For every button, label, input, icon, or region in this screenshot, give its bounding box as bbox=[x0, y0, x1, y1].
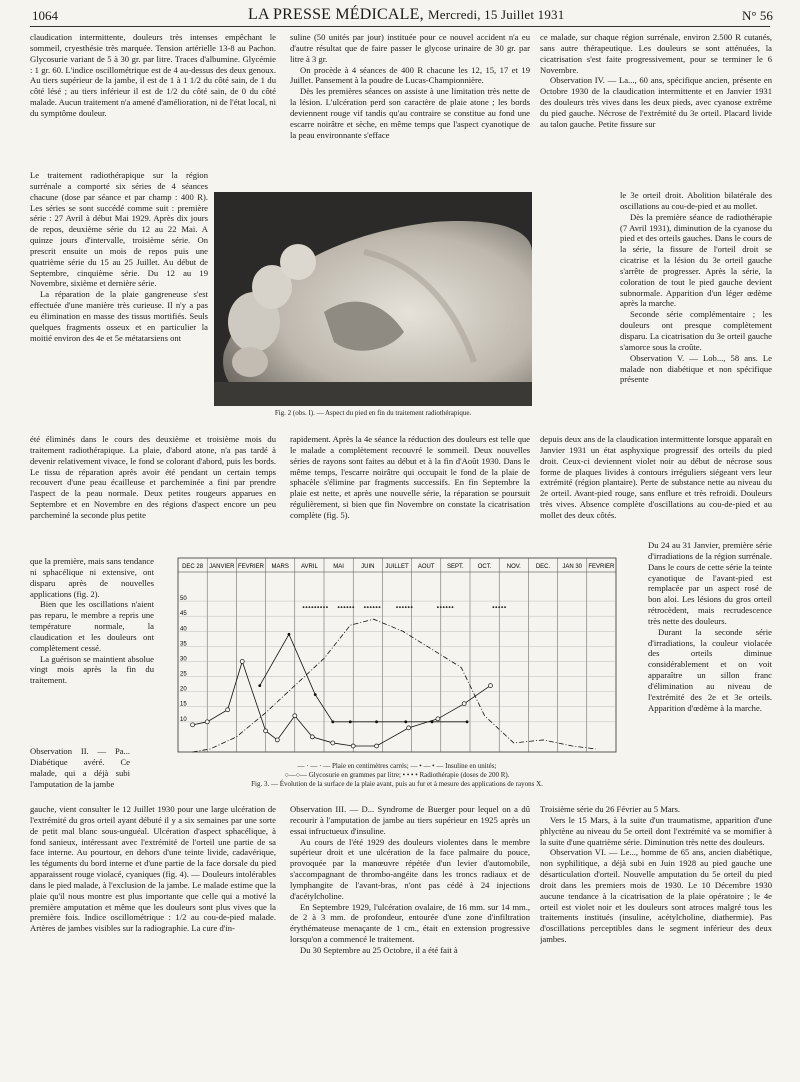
month-label: JUILLET bbox=[385, 564, 409, 570]
y-tick-label: 40 bbox=[180, 626, 187, 633]
figure-3-caption: Fig. 3. — Évolution de la surface de la plaie avant, puis au fur et à mesure des applications de rayons X. bbox=[251, 780, 543, 788]
paragraph: Vers le 15 Mars, à la suite d'un traumatisme, apparition d'une phlyctène au niveau du 5e orteil dont l'extrémité va se momifier à la suite d'une quatrième série. Diminution très nette des douleurs. bbox=[540, 814, 772, 847]
radiotherapy-dose-dot bbox=[367, 606, 369, 608]
month-label: DEC 28 bbox=[182, 564, 204, 570]
glycosurie-point bbox=[462, 702, 466, 706]
radiotherapy-dose-dot bbox=[498, 606, 500, 608]
journal-name: LA PRESSE MÉDICALE, bbox=[248, 6, 424, 23]
month-label: JANVIER bbox=[209, 564, 235, 570]
paragraph: Observation V. — Lob..., 58 ans. Le malade non diabétique et non spécifique présente bbox=[620, 352, 772, 385]
radiotherapy-dose-dot bbox=[311, 606, 313, 608]
radiotherapy-dose-dot bbox=[306, 606, 308, 608]
radiotherapy-dose-dot bbox=[440, 606, 442, 608]
month-label: AOUT bbox=[417, 564, 435, 570]
paragraph: On procède à 4 séances de 400 R chacune les 12, 15, 17 et 19 Juillet. Pansement à la poudre de Lucas-Championnière. bbox=[290, 64, 530, 86]
col1-chart-side bbox=[30, 556, 154, 742]
paragraph: Observation IV. — La..., 60 ans, spécifique ancien, présente en Octobre 1930 de la claudication intermittente et en Janvier 1931 des douleurs très vives dans les deux pieds, avec cyanose extrême du pied gauche. Nécrose de l'extrémité du 3e orteil. Placard livide au talon gauche. Petite fissure sur bbox=[540, 75, 772, 129]
radiotherapy-dose-dot bbox=[452, 606, 454, 608]
month-label: AVRIL bbox=[300, 564, 318, 570]
paragraph: depuis deux ans de la claudication intermittente lorsque apparaît en Janvier 1931 un état asphyxique progressif des orteils du pied droit. Ceux-ci deviennent violet noir au début de nécrose sous forme de plaques livides à contours irréguliers siégeant vers leur extrémité (région plantaire). Perte de substance nette au niveau du 2e orteil. Avant-pied rouge, sans enflure et très refroidi. Douleurs très vives. Absence complète d'oscillations au cou-de-pied et au mollet des deux côtés. bbox=[540, 434, 772, 520]
paragraph: La guérison se maintient absolue vingt mois après la fin du traitement. bbox=[30, 653, 154, 686]
glycosurie-point bbox=[310, 735, 314, 739]
header-rule bbox=[30, 26, 770, 27]
radiotherapy-dose-dot bbox=[338, 606, 340, 608]
insuline-point bbox=[349, 720, 352, 723]
col3-chart-side bbox=[648, 540, 772, 800]
col2-top bbox=[290, 32, 530, 188]
paragraph: Le traitement radiothérapique sur la région surrénale a comporté six séries de 4 séances chacune (dose par séance et par champ : 400 R). Les séries se sont succédé comme suit : première série : 27 Avril à début Mai 1929. Après dix jours de repos, deuxième série du 12 au 22 Mai. A quinze jours d'intervalle, troisième série. On prescrit ensuite un mois de repos puis une quatrième série du 15 au 25 Juillet. Au début de Septembre, cinquième série. Du 12 au 19 Novembre, sixième et dernière série. bbox=[30, 170, 208, 289]
month-label: JUIN bbox=[361, 564, 375, 570]
month-label: NOV. bbox=[506, 564, 521, 570]
evolution-chart-svg bbox=[172, 556, 622, 764]
paragraph: le 3e orteil droit. Abolition bilatérale des oscillations au cou-de-pied et au mollet. bbox=[620, 190, 772, 211]
radiotherapy-dose-dot bbox=[373, 606, 375, 608]
col3-top bbox=[540, 32, 772, 188]
paragraph: Dès les premières séances on assiste à une limitation très nette de la lésion. L'ulcération perd son caractère de plaie atone ; les bords deviennent rouge vif tandis qu'au contraire se constitue au fond une escarre noirâtre et sèche, en même temps que l'aspect cyanotique de la peau environnante s'efface bbox=[290, 86, 530, 140]
radiotherapy-dose-dot bbox=[326, 606, 328, 608]
glycosurie-point bbox=[436, 717, 440, 721]
radiotherapy-dose-dot bbox=[376, 606, 378, 608]
glycosurie-point bbox=[293, 714, 297, 718]
paragraph: La réparation de la plaie gangreneuse s'est effectuée d'une manière très curieuse. Il n'y a pas eu élimination en masse des tissus mortifiés. Seuls quelques fragments osseux et en particulier la moitié environ des 4e et 5e métatarsiens ont bbox=[30, 289, 208, 343]
col2-bottom bbox=[290, 804, 530, 1066]
paragraph: Du 24 au 31 Janvier, première série d'irradiations de la région surrénale. Dans le cours de cette série la teinte cyanotique de l'avant-pied est remplacée par un aspect rosé de bon aloi. Les lésions du gros orteil rétrocèdent, mais recrudescence très nette des douleurs. bbox=[648, 540, 772, 626]
radiotherapy-dose-dot bbox=[309, 606, 311, 608]
month-label: OCT. bbox=[477, 564, 492, 570]
paragraph: Seconde série complémentaire ; les douleurs ont presque complètement disparu. La cicatrisation du 3e orteil gauche s'amorce sous la croûte. bbox=[620, 309, 772, 352]
paragraph: Dès la première séance de radiothérapie (7 Avril 1931), diminution de la cyanose du pied et des orteils gauches. Dans le cours de la série, la fissure de l'orteil droit se cicatrise et la lésion du 3e orteil gauche s'arrête de progresser. Après la série, la coloration de tout le pied gauche devient subnormale. Apparition d'un léger œdème après la marche. bbox=[620, 211, 772, 309]
paragraph: rapidement. Après la 4e séance la réduction des douleurs est telle que le malade a complètement recouvré le sommeil. Deux nouvelles séries de rayons sont faites au début et à la fin d'Août 1930. Dans le même temps, l'escarre noirâtre qui occupait le fond de la plaie de sphacèle s'élimine par fragments successifs. En fin Septembre la plaie est nette, et après une nouvelle série, la réparation se poursuit régulièrement, si bien que fin Novembre on constate la cicatrisation complète (fig. 5). bbox=[290, 434, 530, 520]
series-line-0 bbox=[193, 619, 596, 752]
figure-3-legend bbox=[172, 762, 622, 789]
paragraph: que la première, mais sans tendance ni sphacélique ni extensive, ont disparu après de nouvelles applications (fig. 2). bbox=[30, 556, 154, 599]
month-label: MARS bbox=[271, 564, 289, 570]
radiotherapy-dose-dot bbox=[504, 606, 506, 608]
series-line-1 bbox=[260, 634, 467, 722]
radiotherapy-dose-dot bbox=[446, 606, 448, 608]
y-tick-label: 10 bbox=[180, 716, 187, 723]
y-tick-label: 25 bbox=[180, 671, 187, 678]
chart-frame bbox=[178, 558, 616, 752]
paragraph: Observation II. — Pa... Diabétique avéré. Ce malade, qui a déjà subi l'amputation de la jambe bbox=[30, 746, 130, 789]
col1-bottom bbox=[30, 804, 276, 1068]
paragraph: claudication intermittente, douleurs très intenses empêchant le sommeil, cryesthésie très marquée. Tension artérielle 13-8 au Pachon. Glycosurie variant de 5 à 30 gr. par litre. Traces d'albumine. Glycémie : 1 gr. 60. L'indice oscillométrique est de 4 au-dessus des deux genoux. Au tiers supérieur de la jambe, il est de 1 à 1 1/2 du côté sain, de 1 du côté lésé ; au tiers inférieur il est de 1/2 du côté sain, de 0 du côté malade. Aucun traitement n'a amené d'amélioration, ni de l'état local, ni du symptôme douleur. bbox=[30, 32, 276, 118]
radiotherapy-dose-dot bbox=[405, 606, 407, 608]
issue-number: N° 56 bbox=[742, 8, 773, 23]
figure-3-chart bbox=[172, 556, 622, 764]
glycosurie-point bbox=[226, 708, 230, 712]
paragraph: Durant la seconde série d'irradiations, la couleur violacée des orteils diminue considérablement et on voit apparaître un sillon franc d'élimination au niveau de l'extrémité des 2e et 3e orteils. Apparition d'œdème à la marche. bbox=[648, 626, 772, 713]
glycosurie-point bbox=[331, 741, 335, 745]
y-tick-label: 45 bbox=[180, 611, 187, 618]
radiotherapy-dose-dot bbox=[364, 606, 366, 608]
page-header bbox=[0, 0, 800, 22]
paragraph: suline (50 unités par jour) instituée pour ce nouvel accident n'a eu d'autre résultat que de faire passer le glycose urinaire de 30 gr. par litre à 3 gr. bbox=[290, 32, 530, 64]
col1-wide bbox=[30, 434, 276, 554]
insuline-point bbox=[288, 633, 291, 636]
radiotherapy-dose-dot bbox=[303, 606, 305, 608]
radiotherapy-dose-dot bbox=[346, 606, 348, 608]
glycosurie-point bbox=[407, 726, 411, 730]
radiotherapy-dose-dot bbox=[370, 606, 372, 608]
insuline-point bbox=[375, 720, 378, 723]
col3-bottom bbox=[540, 804, 772, 1066]
radiotherapy-dose-dot bbox=[323, 606, 325, 608]
y-tick-label: 30 bbox=[180, 656, 187, 663]
insuline-point bbox=[404, 720, 407, 723]
month-label: SEPT. bbox=[447, 564, 464, 570]
glycosurie-point bbox=[375, 744, 379, 748]
month-label: FEVRIER bbox=[237, 564, 265, 570]
glycosurie-point bbox=[205, 720, 209, 724]
radiotherapy-dose-dot bbox=[495, 606, 497, 608]
month-label: MAI bbox=[333, 564, 344, 570]
glycosurie-point bbox=[275, 738, 279, 742]
radiotherapy-dose-dot bbox=[314, 606, 316, 608]
paragraph: Bien que les oscillations n'aient pas reparu, le membre a repris une température normale, la claudication et les douleurs ont complètement cessé. bbox=[30, 599, 154, 653]
paragraph: Au cours de l'été 1929 des douleurs violentes dans le membre supérieur droit et une ulcération de la face palmaire du pouce, provoquée par la manœuvre répétée d'un levier d'automobile, s'accompagnant de thrombo-angéite dans les troncs radiaux et de lymphangite de l'avant-bras, n'ont pas cédé à 24 injections d'acétylcholine. bbox=[290, 836, 530, 901]
paragraph: Observation III. — D... Syndrome de Buerger pour lequel on a dû recourir à l'amputation de jambe au tiers supérieur en 1925 après un essai infructueux d'insuline. bbox=[290, 804, 530, 836]
insuline-point bbox=[314, 693, 317, 696]
radiotherapy-dose-dot bbox=[399, 606, 401, 608]
radiotherapy-dose-dot bbox=[379, 606, 381, 608]
figure-2-caption: Fig. 2 (obs. I). — Aspect du pied en fin du traitement radiothérapique. bbox=[274, 409, 472, 417]
radiotherapy-dose-dot bbox=[492, 606, 494, 608]
glycosurie-point bbox=[264, 729, 268, 733]
radiotherapy-dose-dot bbox=[402, 606, 404, 608]
insuline-point bbox=[466, 720, 469, 723]
col2-mid bbox=[290, 434, 530, 554]
radiotherapy-dose-dot bbox=[349, 606, 351, 608]
journal-title bbox=[248, 6, 564, 24]
legend-line-1: — · — · — Plaie en centimètres carrés; — • — • — Insuline en unités; bbox=[297, 762, 497, 770]
col1-obs2 bbox=[30, 746, 130, 802]
paragraph: ce malade, sur chaque région surrénale, environ 2.500 R cutanés, sans autre thérapeutique. Les douleurs se sont atténuées, la cicatrisation s'est faite progressivement, pour se terminer le 6 Novembre. bbox=[540, 32, 772, 75]
issue-date: Mercredi, 15 Juillet 1931 bbox=[428, 7, 565, 22]
paragraph: Troisième série du 26 Février au 5 Mars. bbox=[540, 804, 681, 814]
month-label: DEC. bbox=[535, 564, 551, 570]
y-tick-label: 50 bbox=[180, 596, 187, 603]
glycosurie-point bbox=[240, 659, 244, 663]
page-number: 1064 bbox=[32, 8, 58, 23]
radiotherapy-dose-dot bbox=[408, 606, 410, 608]
paragraph: En Septembre 1929, l'ulcération ovalaire, de 16 mm. sur 14 mm., de 2 à 3 mm. de profondeur, entourée d'une zone d'infiltration érythémateuse menaçante de 1 cm., était en extension progressive lorsqu'on a commencé le traitement. bbox=[290, 901, 530, 945]
radiotherapy-dose-dot bbox=[501, 606, 503, 608]
foot-photo-image bbox=[214, 192, 532, 406]
paragraph: gauche, vient consulter le 12 Juillet 1930 pour une large ulcération de l'extrémité du gros orteil ayant débuté il y a six semaines par une sorte de petit mal blanc sous-unguéal. Ulcération d'aspect sphacélique, à fond sanieux, intéressant avec l'extrémité de l'orteil une partie de sa face interne. Au pourtour, en dehors d'une teinte livide, cadavérique, les téguments du bord interne et d'une partie de la face dorsale du pied apparaissent rouge violacé, cyaniques (fig. 4). — Douleurs intolérables dans le pied malade, à l'exclusion de la jambe. Le malade estime que la plaie qu'il nous montre est plus importante que celle qui a motivé la première amputation et même que les douleurs sont plus vives que la première fois. Indice oscillométrique : 1/2 au cou-de-pied malade. Artères de jambes visibles sur la radiographie. La cure d'in- bbox=[30, 804, 276, 934]
insuline-point bbox=[331, 720, 334, 723]
legend-line-2: ○—○— Glycosurie en grammes par litre; • • • • Radiothérapie (doses de 200 R). bbox=[284, 771, 510, 779]
series-line-2 bbox=[193, 661, 491, 746]
paragraph: Observation VI. — Le..., homme de 65 ans, ancien diabétique, non syphilitique, a déjà subi en Juin 1928 au pied gauche une désarticulation d'orteil. Nouvelle amputation du 5e orteil du pied droit dans les premiers mois de 1930. Le 10 Décembre 1930 aucune tendance à la cicatrisation de la plaie opératoire ; le 4e orteil est violet noir et les douleurs sont atroces malgré tous les traitements institués (insuline, acétylcholine, diathermie). Pas d'oscillations perceptibles dans le segment inférieur des deux jambes. bbox=[540, 847, 772, 945]
y-tick-label: 20 bbox=[180, 686, 187, 693]
figure-2-photo bbox=[214, 192, 532, 406]
y-tick-label: 35 bbox=[180, 641, 187, 648]
month-label: FEVRIER bbox=[588, 564, 615, 570]
radiotherapy-dose-dot bbox=[317, 606, 319, 608]
paragraph: Du 30 Septembre au 25 Octobre, il a été fait à bbox=[300, 944, 458, 955]
col3-narrow bbox=[620, 190, 772, 432]
glycosurie-point bbox=[351, 744, 355, 748]
radiotherapy-dose-dot bbox=[344, 606, 346, 608]
radiotherapy-dose-dot bbox=[352, 606, 354, 608]
y-tick-label: 15 bbox=[180, 701, 187, 708]
radiotherapy-dose-dot bbox=[320, 606, 322, 608]
col1-top bbox=[30, 32, 276, 168]
col1-narrow bbox=[30, 170, 208, 432]
radiotherapy-dose-dot bbox=[411, 606, 413, 608]
radiotherapy-dose-dot bbox=[443, 606, 445, 608]
insuline-point bbox=[258, 684, 261, 687]
radiotherapy-dose-dot bbox=[341, 606, 343, 608]
radiotherapy-dose-dot bbox=[449, 606, 451, 608]
col3-wide bbox=[540, 434, 772, 538]
paragraph: été éliminés dans le cours des deuxième et troisième mois du traitement radiothérapique. La plaie, d'abord atone, n'a pas tardé à devenir relativement vivace, le fond se colorant d'abord, puis les bords. Le tissu de réparation après avoir été pendant un certain temps recouvert d'une peau écailleuse et parcheminée a fini par prendre l'aspect de la peau normale. Deux petites rougeurs apparues en Septembre et en Novembre en des régions d'aspect encore un peu parcheminé la seconde plus petite bbox=[30, 434, 276, 520]
radiotherapy-dose-dot bbox=[437, 606, 439, 608]
month-label: JAN 30 bbox=[562, 564, 583, 570]
radiotherapy-dose-dot bbox=[396, 606, 398, 608]
glycosurie-point bbox=[191, 723, 195, 727]
glycosurie-point bbox=[488, 684, 492, 688]
